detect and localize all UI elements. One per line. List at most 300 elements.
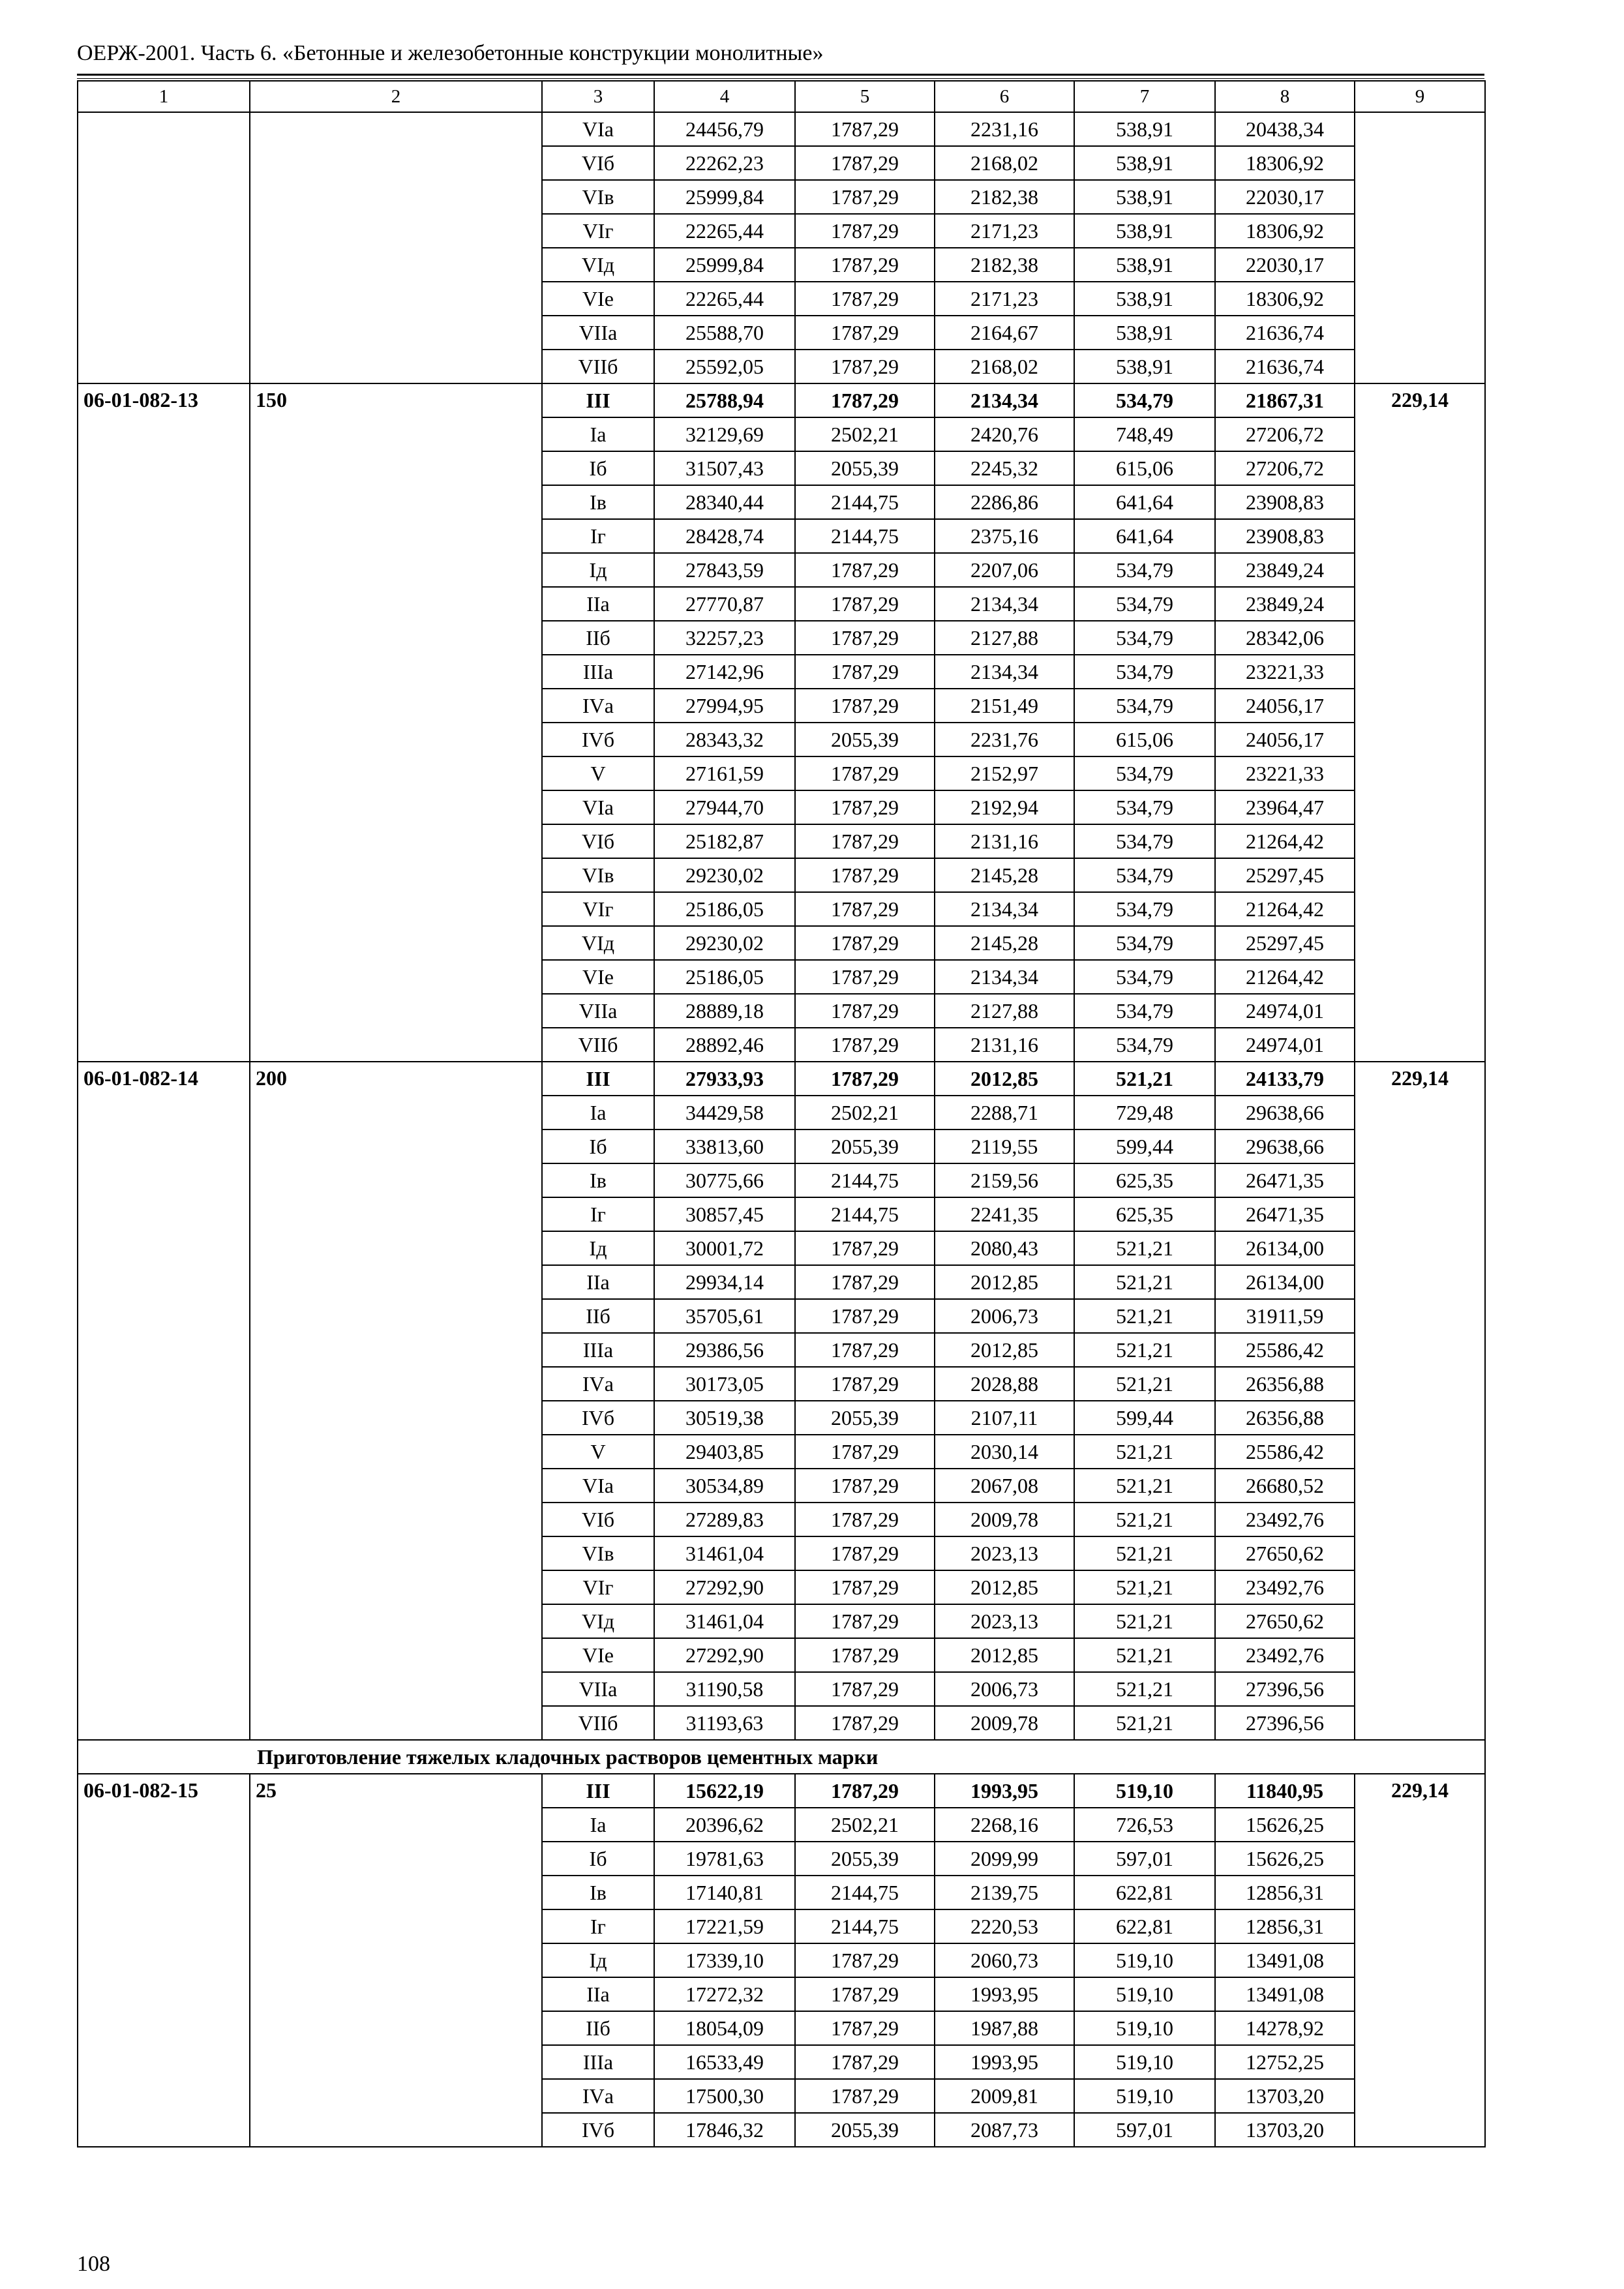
machines-cell: 2145,28	[935, 858, 1074, 892]
wages-cell: 1787,29	[795, 1469, 935, 1503]
machines-cell: 1987,88	[935, 2011, 1074, 2045]
wages-cell: 2144,75	[795, 519, 935, 553]
direct-costs-cell: 33813,60	[654, 1130, 795, 1163]
direct-costs-cell: 27292,90	[654, 1638, 795, 1672]
zone-cell: Iг	[542, 1197, 654, 1231]
direct-costs-cell: 28892,46	[654, 1028, 795, 1062]
machines-cell: 2028,88	[935, 1367, 1074, 1401]
operator-wages-cell: 625,35	[1074, 1197, 1215, 1231]
operator-wages-cell: 538,91	[1074, 146, 1215, 180]
materials-cell: 27650,62	[1215, 1604, 1355, 1638]
operator-wages-cell: 615,06	[1074, 723, 1215, 756]
zone-cell: VIа	[542, 790, 654, 824]
machines-cell: 2099,99	[935, 1842, 1074, 1876]
zone-cell: V	[542, 1435, 654, 1469]
materials-cell: 18306,92	[1215, 146, 1355, 180]
machines-cell: 2131,16	[935, 1028, 1074, 1062]
direct-costs-cell: 27933,93	[654, 1062, 795, 1096]
materials-cell: 21264,42	[1215, 824, 1355, 858]
machines-cell: 2245,32	[935, 451, 1074, 485]
materials-cell: 12752,25	[1215, 2045, 1355, 2079]
materials-cell: 23221,33	[1215, 655, 1355, 689]
materials-cell: 20438,34	[1215, 112, 1355, 146]
direct-costs-cell: 16533,49	[654, 2045, 795, 2079]
machines-cell: 1993,95	[935, 1977, 1074, 2011]
wages-cell: 2502,21	[795, 417, 935, 451]
direct-costs-cell: 29230,02	[654, 926, 795, 960]
direct-costs-cell: 31193,63	[654, 1706, 795, 1740]
wages-cell: 1787,29	[795, 1570, 935, 1604]
zone-cell: VIб	[542, 1503, 654, 1536]
wages-cell: 1787,29	[795, 350, 935, 383]
materials-cell: 25297,45	[1215, 858, 1355, 892]
direct-costs-cell: 24456,79	[654, 112, 795, 146]
zone-cell: VIд	[542, 926, 654, 960]
direct-costs-cell: 22265,44	[654, 214, 795, 248]
machines-cell: 2107,11	[935, 1401, 1074, 1435]
zone-cell: VIIа	[542, 994, 654, 1028]
direct-costs-cell: 29386,56	[654, 1333, 795, 1367]
wages-cell: 1787,29	[795, 1231, 935, 1265]
materials-cell: 13703,20	[1215, 2113, 1355, 2147]
materials-cell: 25586,42	[1215, 1333, 1355, 1367]
direct-costs-cell: 27289,83	[654, 1503, 795, 1536]
zone-cell: IVб	[542, 2113, 654, 2147]
machines-cell: 2375,16	[935, 519, 1074, 553]
machines-cell: 2241,35	[935, 1197, 1074, 1231]
direct-costs-cell: 17846,32	[654, 2113, 795, 2147]
direct-costs-cell: 25588,70	[654, 316, 795, 350]
zone-cell: VIд	[542, 248, 654, 282]
direct-costs-cell: 25186,05	[654, 892, 795, 926]
machines-cell: 2134,34	[935, 383, 1074, 417]
direct-costs-cell: 28340,44	[654, 485, 795, 519]
machines-cell: 2131,16	[935, 824, 1074, 858]
machines-cell: 2006,73	[935, 1672, 1074, 1706]
machines-cell: 2220,53	[935, 1909, 1074, 1943]
materials-cell: 26471,35	[1215, 1197, 1355, 1231]
materials-cell: 28342,06	[1215, 621, 1355, 655]
operator-wages-cell: 521,21	[1074, 1367, 1215, 1401]
wages-cell: 2144,75	[795, 1163, 935, 1197]
parameter-cell: 200	[250, 1062, 542, 1740]
zone-cell: IIа	[542, 1265, 654, 1299]
zone-cell: VIа	[542, 112, 654, 146]
zone-cell: VIг	[542, 892, 654, 926]
direct-costs-cell: 30173,05	[654, 1367, 795, 1401]
direct-costs-cell: 29403,85	[654, 1435, 795, 1469]
machines-cell: 2420,76	[935, 417, 1074, 451]
machines-cell: 2168,02	[935, 350, 1074, 383]
header-rule-thick	[77, 74, 1484, 76]
materials-cell: 24056,17	[1215, 723, 1355, 756]
materials-cell: 23849,24	[1215, 587, 1355, 621]
wages-cell: 1787,29	[795, 214, 935, 248]
materials-cell: 18306,92	[1215, 282, 1355, 316]
operator-wages-cell: 521,21	[1074, 1706, 1215, 1740]
wages-cell: 1787,29	[795, 960, 935, 994]
machines-cell: 2288,71	[935, 1096, 1074, 1130]
operator-wages-cell: 538,91	[1074, 180, 1215, 214]
column-number: 6	[935, 81, 1074, 112]
materials-cell: 24974,01	[1215, 1028, 1355, 1062]
parameter-cell: 25	[250, 1774, 542, 2147]
machines-cell: 2023,13	[935, 1536, 1074, 1570]
wages-cell: 1787,29	[795, 1943, 935, 1977]
zone-cell: Iб	[542, 1842, 654, 1876]
machines-cell: 2139,75	[935, 1876, 1074, 1909]
operator-wages-cell: 534,79	[1074, 587, 1215, 621]
wages-cell: 2144,75	[795, 1197, 935, 1231]
rate-code-cell	[78, 112, 250, 383]
zone-cell: IIIа	[542, 2045, 654, 2079]
operator-wages-cell: 521,21	[1074, 1435, 1215, 1469]
direct-costs-cell: 31190,58	[654, 1672, 795, 1706]
direct-costs-cell: 25999,84	[654, 180, 795, 214]
operator-wages-cell: 519,10	[1074, 2045, 1215, 2079]
machines-cell: 2012,85	[935, 1638, 1074, 1672]
zone-cell: V	[542, 756, 654, 790]
materials-cell: 23849,24	[1215, 553, 1355, 587]
wages-cell: 1787,29	[795, 892, 935, 926]
operator-wages-cell: 521,21	[1074, 1638, 1215, 1672]
direct-costs-cell: 17221,59	[654, 1909, 795, 1943]
materials-cell: 27650,62	[1215, 1536, 1355, 1570]
wages-cell: 1787,29	[795, 2045, 935, 2079]
direct-costs-cell: 20396,62	[654, 1808, 795, 1842]
materials-cell: 24974,01	[1215, 994, 1355, 1028]
table-row	[78, 1062, 1485, 1096]
rates-table-body	[78, 81, 1485, 2147]
zone-cell: IIа	[542, 1977, 654, 2011]
wages-cell: 2055,39	[795, 1842, 935, 1876]
operator-wages-cell: 534,79	[1074, 892, 1215, 926]
direct-costs-cell: 25999,84	[654, 248, 795, 282]
wages-cell: 1787,29	[795, 1604, 935, 1638]
zone-cell: VIв	[542, 1536, 654, 1570]
wages-cell: 1787,29	[795, 1367, 935, 1401]
machines-cell: 2171,23	[935, 282, 1074, 316]
zone-cell: VIв	[542, 858, 654, 892]
machines-cell: 2159,56	[935, 1163, 1074, 1197]
rate-code-cell: 06-01-082-15	[78, 1774, 250, 2147]
column-number: 8	[1215, 81, 1355, 112]
wages-cell: 1787,29	[795, 790, 935, 824]
section-title-row	[78, 1740, 1485, 1774]
direct-costs-cell: 29934,14	[654, 1265, 795, 1299]
direct-costs-cell: 28428,74	[654, 519, 795, 553]
operator-wages-cell: 521,21	[1074, 1503, 1215, 1536]
operator-wages-cell: 641,64	[1074, 485, 1215, 519]
wages-cell: 1787,29	[795, 553, 935, 587]
operator-wages-cell: 534,79	[1074, 858, 1215, 892]
zone-cell: Iг	[542, 519, 654, 553]
wages-cell: 1787,29	[795, 1536, 935, 1570]
zone-cell: VIIа	[542, 1672, 654, 1706]
direct-costs-cell: 25592,05	[654, 350, 795, 383]
direct-costs-cell: 27994,95	[654, 689, 795, 723]
column-number: 5	[795, 81, 935, 112]
machines-cell: 2231,16	[935, 112, 1074, 146]
operator-wages-cell: 534,79	[1074, 655, 1215, 689]
operator-wages-cell: 622,81	[1074, 1876, 1215, 1909]
wages-cell: 2055,39	[795, 451, 935, 485]
wages-cell: 1787,29	[795, 1435, 935, 1469]
zone-cell: Iа	[542, 417, 654, 451]
wages-cell: 1787,29	[795, 1774, 935, 1808]
operator-wages-cell: 521,21	[1074, 1570, 1215, 1604]
machines-cell: 2060,73	[935, 1943, 1074, 1977]
operator-wages-cell: 534,79	[1074, 689, 1215, 723]
wages-cell: 1787,29	[795, 1706, 935, 1740]
zone-cell: IIIа	[542, 1333, 654, 1367]
operator-wages-cell: 534,79	[1074, 824, 1215, 858]
direct-costs-cell: 32129,69	[654, 417, 795, 451]
zone-cell: IVб	[542, 1401, 654, 1435]
table-row	[78, 112, 1485, 146]
zone-cell: IIа	[542, 587, 654, 621]
wages-cell: 2055,39	[795, 723, 935, 756]
column-number: 4	[654, 81, 795, 112]
operator-wages-cell: 597,01	[1074, 1842, 1215, 1876]
direct-costs-cell: 27161,59	[654, 756, 795, 790]
direct-costs-cell: 28889,18	[654, 994, 795, 1028]
direct-costs-cell: 25182,87	[654, 824, 795, 858]
materials-cell: 13491,08	[1215, 1977, 1355, 2011]
zone-cell: IIIа	[542, 655, 654, 689]
direct-costs-cell: 17339,10	[654, 1943, 795, 1977]
materials-cell: 27206,72	[1215, 451, 1355, 485]
operator-wages-cell: 534,79	[1074, 383, 1215, 417]
zone-cell: IIб	[542, 1299, 654, 1333]
operator-wages-cell: 729,48	[1074, 1096, 1215, 1130]
operator-wages-cell: 597,01	[1074, 2113, 1215, 2147]
zone-cell: IVа	[542, 1367, 654, 1401]
section-title: Приготовление тяжелых кладочных растворов цементных марки	[78, 1740, 1485, 1774]
materials-cell: 15626,25	[1215, 1808, 1355, 1842]
operator-wages-cell: 615,06	[1074, 451, 1215, 485]
zone-cell: IIб	[542, 621, 654, 655]
operator-wages-cell: 519,10	[1074, 1774, 1215, 1808]
materials-cell: 25586,42	[1215, 1435, 1355, 1469]
machines-cell: 2127,88	[935, 621, 1074, 655]
header-rule-thin	[77, 78, 1484, 79]
direct-costs-cell: 27944,70	[654, 790, 795, 824]
materials-cell: 21264,42	[1215, 892, 1355, 926]
machines-cell: 2087,73	[935, 2113, 1074, 2147]
zone-cell: VIе	[542, 1638, 654, 1672]
wages-cell: 2055,39	[795, 1401, 935, 1435]
materials-cell: 29638,66	[1215, 1096, 1355, 1130]
materials-cell: 26134,00	[1215, 1265, 1355, 1299]
wages-cell: 1787,29	[795, 824, 935, 858]
operator-wages-cell: 538,91	[1074, 112, 1215, 146]
machines-cell: 2171,23	[935, 214, 1074, 248]
direct-costs-cell: 30857,45	[654, 1197, 795, 1231]
zone-cell: III	[542, 1062, 654, 1096]
operator-wages-cell: 534,79	[1074, 926, 1215, 960]
machines-cell: 2134,34	[935, 960, 1074, 994]
operator-wages-cell: 534,79	[1074, 1028, 1215, 1062]
materials-cell: 25297,45	[1215, 926, 1355, 960]
direct-costs-cell: 18054,09	[654, 2011, 795, 2045]
wages-cell: 1787,29	[795, 1062, 935, 1096]
machines-cell: 2012,85	[935, 1570, 1074, 1604]
zone-cell: VIг	[542, 214, 654, 248]
operator-wages-cell: 521,21	[1074, 1672, 1215, 1706]
labor-cost-cell: 229,14	[1355, 1774, 1485, 2147]
labor-cost-cell	[1355, 112, 1485, 383]
direct-costs-cell: 28343,32	[654, 723, 795, 756]
operator-wages-cell: 521,21	[1074, 1299, 1215, 1333]
wages-cell: 1787,29	[795, 383, 935, 417]
operator-wages-cell: 534,79	[1074, 756, 1215, 790]
zone-cell: Iд	[542, 1943, 654, 1977]
zone-cell: III	[542, 1774, 654, 1808]
operator-wages-cell: 622,81	[1074, 1909, 1215, 1943]
materials-cell: 23492,76	[1215, 1570, 1355, 1604]
rates-table	[77, 80, 1486, 2147]
direct-costs-cell: 35705,61	[654, 1299, 795, 1333]
column-number: 9	[1355, 81, 1485, 112]
operator-wages-cell: 521,21	[1074, 1231, 1215, 1265]
machines-cell: 2286,86	[935, 485, 1074, 519]
column-number: 3	[542, 81, 654, 112]
operator-wages-cell: 538,91	[1074, 248, 1215, 282]
operator-wages-cell: 534,79	[1074, 994, 1215, 1028]
machines-cell: 2164,67	[935, 316, 1074, 350]
wages-cell: 1787,29	[795, 248, 935, 282]
materials-cell: 12856,31	[1215, 1876, 1355, 1909]
wages-cell: 1787,29	[795, 146, 935, 180]
direct-costs-cell: 30534,89	[654, 1469, 795, 1503]
operator-wages-cell: 748,49	[1074, 417, 1215, 451]
materials-cell: 18306,92	[1215, 214, 1355, 248]
materials-cell: 24056,17	[1215, 689, 1355, 723]
wages-cell: 1787,29	[795, 2011, 935, 2045]
operator-wages-cell: 538,91	[1074, 350, 1215, 383]
operator-wages-cell: 521,21	[1074, 1062, 1215, 1096]
machines-cell: 2168,02	[935, 146, 1074, 180]
table-row	[78, 1774, 1485, 1808]
operator-wages-cell: 641,64	[1074, 519, 1215, 553]
wages-cell: 1787,29	[795, 1028, 935, 1062]
machines-cell: 2009,78	[935, 1706, 1074, 1740]
machines-cell: 1993,95	[935, 2045, 1074, 2079]
machines-cell: 2009,78	[935, 1503, 1074, 1536]
zone-cell: VIIб	[542, 1706, 654, 1740]
materials-cell: 22030,17	[1215, 248, 1355, 282]
wages-cell: 1787,29	[795, 180, 935, 214]
direct-costs-cell: 17500,30	[654, 2079, 795, 2113]
wages-cell: 1787,29	[795, 1265, 935, 1299]
materials-cell: 26356,88	[1215, 1401, 1355, 1435]
wages-cell: 1787,29	[795, 2079, 935, 2113]
machines-cell: 2145,28	[935, 926, 1074, 960]
machines-cell: 2231,76	[935, 723, 1074, 756]
materials-cell: 26680,52	[1215, 1469, 1355, 1503]
zone-cell: Iв	[542, 485, 654, 519]
zone-cell: VIб	[542, 824, 654, 858]
direct-costs-cell: 31507,43	[654, 451, 795, 485]
materials-cell: 27206,72	[1215, 417, 1355, 451]
direct-costs-cell: 29230,02	[654, 858, 795, 892]
direct-costs-cell: 34429,58	[654, 1096, 795, 1130]
operator-wages-cell: 519,10	[1074, 2079, 1215, 2113]
operator-wages-cell: 599,44	[1074, 1130, 1215, 1163]
direct-costs-cell: 17272,32	[654, 1977, 795, 2011]
operator-wages-cell: 599,44	[1074, 1401, 1215, 1435]
machines-cell: 2023,13	[935, 1604, 1074, 1638]
operator-wages-cell: 534,79	[1074, 621, 1215, 655]
direct-costs-cell: 19781,63	[654, 1842, 795, 1876]
direct-costs-cell: 27843,59	[654, 553, 795, 587]
zone-cell: VIIб	[542, 350, 654, 383]
wages-cell: 1787,29	[795, 1503, 935, 1536]
operator-wages-cell: 538,91	[1074, 282, 1215, 316]
wages-cell: 1787,29	[795, 655, 935, 689]
zone-cell: VIа	[542, 1469, 654, 1503]
zone-cell: Iв	[542, 1163, 654, 1197]
direct-costs-cell: 17140,81	[654, 1876, 795, 1909]
zone-cell: Iг	[542, 1909, 654, 1943]
operator-wages-cell: 534,79	[1074, 553, 1215, 587]
zone-cell: Iд	[542, 553, 654, 587]
zone-cell: VIг	[542, 1570, 654, 1604]
zone-cell: VIIа	[542, 316, 654, 350]
wages-cell: 2502,21	[795, 1808, 935, 1842]
direct-costs-cell: 27292,90	[654, 1570, 795, 1604]
labor-cost-cell: 229,14	[1355, 1062, 1485, 1740]
zone-cell: IVа	[542, 2079, 654, 2113]
machines-cell: 2006,73	[935, 1299, 1074, 1333]
machines-cell: 2134,34	[935, 892, 1074, 926]
wages-cell: 1787,29	[795, 858, 935, 892]
materials-cell: 21636,74	[1215, 350, 1355, 383]
materials-cell: 22030,17	[1215, 180, 1355, 214]
direct-costs-cell: 30519,38	[654, 1401, 795, 1435]
machines-cell: 2192,94	[935, 790, 1074, 824]
direct-costs-cell: 31461,04	[654, 1604, 795, 1638]
direct-costs-cell: 25186,05	[654, 960, 795, 994]
materials-cell: 23908,83	[1215, 485, 1355, 519]
materials-cell: 23492,76	[1215, 1638, 1355, 1672]
zone-cell: IVб	[542, 723, 654, 756]
wages-cell: 1787,29	[795, 1299, 935, 1333]
operator-wages-cell: 521,21	[1074, 1604, 1215, 1638]
wages-cell: 1787,29	[795, 112, 935, 146]
page-header-title: ОЕРЖ-2001. Часть 6. «Бетонные и железобетонные конструкции монолитные»	[77, 41, 824, 65]
operator-wages-cell: 521,21	[1074, 1265, 1215, 1299]
zone-cell: VIб	[542, 146, 654, 180]
machines-cell: 2268,16	[935, 1808, 1074, 1842]
wages-cell: 1787,29	[795, 1333, 935, 1367]
operator-wages-cell: 534,79	[1074, 960, 1215, 994]
direct-costs-cell: 22265,44	[654, 282, 795, 316]
machines-cell: 2207,06	[935, 553, 1074, 587]
machines-cell: 2151,49	[935, 689, 1074, 723]
machines-cell: 2030,14	[935, 1435, 1074, 1469]
wages-cell: 2144,75	[795, 1909, 935, 1943]
wages-cell: 1787,29	[795, 316, 935, 350]
operator-wages-cell: 534,79	[1074, 790, 1215, 824]
zone-cell: Iд	[542, 1231, 654, 1265]
wages-cell: 2144,75	[795, 485, 935, 519]
parameter-cell	[250, 112, 542, 383]
wages-cell: 1787,29	[795, 1638, 935, 1672]
materials-cell: 21867,31	[1215, 383, 1355, 417]
zone-cell: IIб	[542, 2011, 654, 2045]
